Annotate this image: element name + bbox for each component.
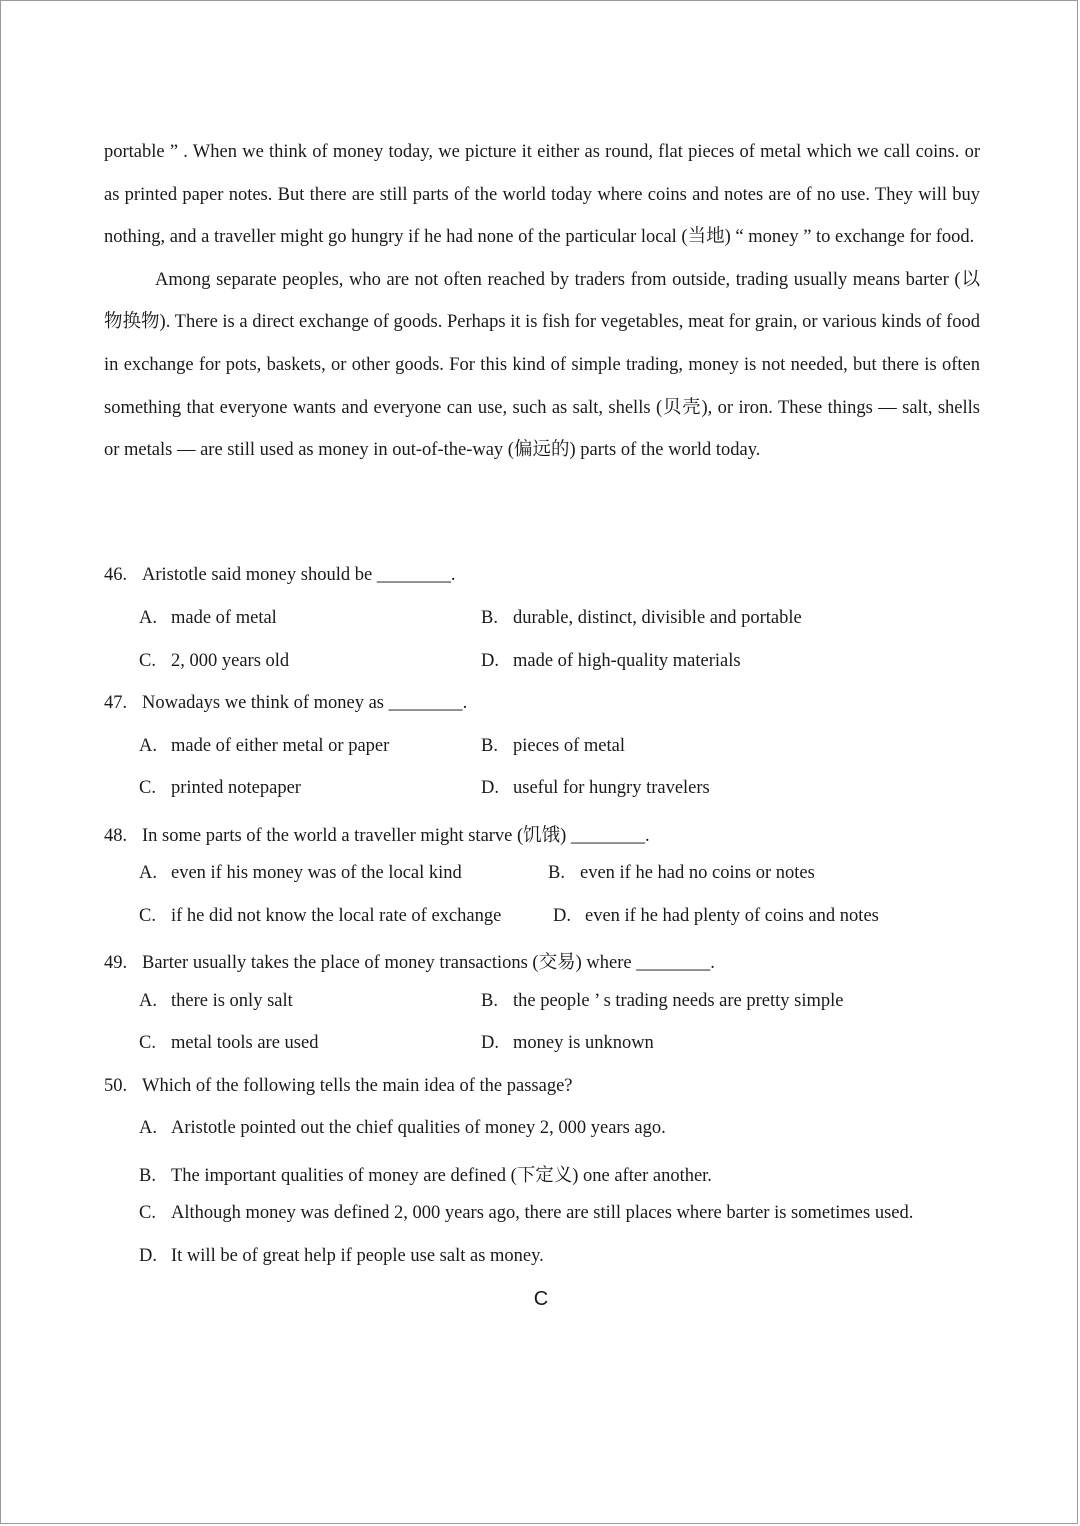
option-text: printed notepaper bbox=[171, 778, 301, 798]
question-47 bbox=[104, 693, 467, 714]
option-letter: C. bbox=[139, 651, 156, 671]
option-50-d[interactable] bbox=[139, 1246, 544, 1267]
option-letter: B. bbox=[548, 863, 565, 883]
option-48-c[interactable] bbox=[139, 906, 501, 927]
option-letter: C. bbox=[139, 1033, 156, 1053]
option-49-a[interactable] bbox=[139, 991, 293, 1012]
option-text: useful for hungry travelers bbox=[513, 778, 710, 798]
option-letter: A. bbox=[139, 1118, 157, 1138]
reading-passage bbox=[104, 131, 980, 472]
section-heading: C bbox=[533, 1288, 549, 1310]
option-text: made of metal bbox=[171, 608, 277, 628]
option-letter: B. bbox=[481, 608, 498, 628]
option-letter: A. bbox=[139, 863, 157, 883]
option-text: pieces of metal bbox=[513, 736, 625, 756]
option-49-b[interactable] bbox=[481, 991, 844, 1012]
option-48-b[interactable] bbox=[548, 863, 815, 884]
option-50-b[interactable] bbox=[139, 1161, 712, 1187]
option-letter: D. bbox=[553, 906, 571, 926]
question-46 bbox=[104, 565, 455, 586]
option-text: money is unknown bbox=[513, 1033, 654, 1053]
option-47-b[interactable] bbox=[481, 736, 625, 757]
question-50 bbox=[104, 1076, 573, 1097]
option-letter: A. bbox=[139, 991, 157, 1011]
option-50-c[interactable] bbox=[139, 1203, 913, 1224]
option-letter: D. bbox=[481, 651, 499, 671]
option-49-c[interactable] bbox=[139, 1033, 318, 1054]
question-stem: Aristotle said money should be ________. bbox=[142, 565, 456, 585]
option-letter: D. bbox=[481, 1033, 499, 1053]
option-text: even if he had no coins or notes bbox=[580, 863, 815, 883]
option-text: there is only salt bbox=[171, 991, 293, 1011]
option-letter: C. bbox=[139, 778, 156, 798]
option-46-c[interactable] bbox=[139, 651, 289, 672]
question-number: 50. bbox=[104, 1076, 128, 1096]
passage-paragraph-1: portable ” . When we think of money today, we picture it either as round, flat pieces of metal which we call coins. or as printed paper notes. But there are still parts of the world today where coins and notes are of no use. They will buy nothing, and a traveller might go hungry if he had none of the particular local (当地) “ money ” to exchange for food. bbox=[104, 142, 980, 248]
option-letter: D. bbox=[481, 778, 499, 798]
option-text: 2, 000 years old bbox=[171, 651, 290, 671]
option-text: durable, distinct, divisible and portable bbox=[513, 608, 802, 628]
option-text: even if his money was of the local kind bbox=[171, 863, 462, 883]
option-letter: B. bbox=[481, 736, 498, 756]
option-letter: B. bbox=[139, 1166, 156, 1186]
option-text: made of either metal or paper bbox=[171, 736, 390, 756]
question-stem: In some parts of the world a traveller might starve (饥饿) ________. bbox=[142, 826, 650, 846]
option-letter: A. bbox=[139, 736, 157, 756]
option-46-d[interactable] bbox=[481, 651, 741, 672]
option-letter: C. bbox=[139, 1203, 156, 1223]
option-48-d[interactable] bbox=[553, 906, 879, 927]
option-47-c[interactable] bbox=[139, 778, 301, 799]
option-letter: B. bbox=[481, 991, 498, 1011]
question-stem: Nowadays we think of money as ________. bbox=[142, 693, 468, 713]
option-46-b[interactable] bbox=[481, 608, 802, 629]
option-49-d[interactable] bbox=[481, 1033, 654, 1054]
question-stem: Which of the following tells the main idea of the passage? bbox=[142, 1076, 573, 1096]
option-letter: C. bbox=[139, 906, 156, 926]
option-text: the people ’ s trading needs are pretty simple bbox=[513, 991, 844, 1011]
option-letter: A. bbox=[139, 608, 157, 628]
question-stem: Barter usually takes the place of money transactions (交易) where ________. bbox=[142, 953, 715, 973]
option-48-a[interactable] bbox=[139, 863, 462, 884]
question-number: 46. bbox=[104, 565, 128, 585]
option-47-d[interactable] bbox=[481, 778, 710, 799]
question-number: 47. bbox=[104, 693, 128, 713]
option-50-a[interactable] bbox=[139, 1118, 666, 1139]
option-text: metal tools are used bbox=[171, 1033, 319, 1053]
question-number: 49. bbox=[104, 953, 128, 973]
option-text: Aristotle pointed out the chief qualities of money 2, 000 years ago. bbox=[171, 1118, 666, 1138]
passage-paragraph-2: Among separate peoples, who are not often reached by traders from outside, trading usually means barter (以物换物). There is a direct exchange of goods. Perhaps it is fish for vegetables, meat for grain, or various kinds of food in exchange for pots, baskets, or other goods. For this kind of simple trading, money is not needed, but there is often something that everyone wants and everyone can use, such as salt, shells (贝壳), or iron. These things — salt, shells or metals — are still used as money in out-of-the-way (偏远的) parts of the world today. bbox=[104, 269, 980, 461]
option-46-a[interactable] bbox=[139, 608, 277, 629]
option-text: The important qualities of money are defined (下定义) one after another. bbox=[171, 1166, 712, 1186]
option-47-a[interactable] bbox=[139, 736, 389, 757]
option-text: if he did not know the local rate of exchange bbox=[171, 906, 502, 926]
question-49 bbox=[104, 948, 715, 974]
option-letter: D. bbox=[139, 1246, 157, 1266]
question-number: 48. bbox=[104, 826, 128, 846]
option-text: made of high-quality materials bbox=[513, 651, 741, 671]
option-text: It will be of great help if people use salt as money. bbox=[171, 1246, 544, 1266]
option-text: Although money was defined 2, 000 years ago, there are still places where barter is sometimes used. bbox=[171, 1203, 914, 1223]
option-text: even if he had plenty of coins and notes bbox=[585, 906, 879, 926]
question-48 bbox=[104, 821, 650, 847]
